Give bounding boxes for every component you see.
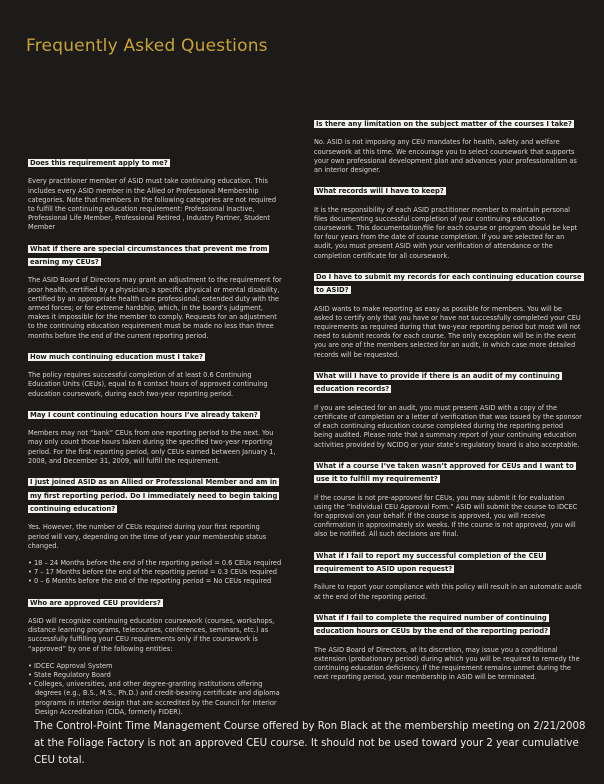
faq-answer: The ASID Board of Directors may grant an adjustment to the requirement for poor health, certified by a physician; a specific physical or mental disability, certified by an appropriate health care professional; extended duty with the armed forces; or for extreme hardship, which, in the board’s judgment, makes it impossible for the member to comply. Requests for an adjustment to the continuing education requirement must be made no less than three months before the end of the current reporting period. xyxy=(28,276,282,340)
faq-question: Who are approved CEU providers? xyxy=(30,598,161,607)
faq-answer: It is the responsibility of each ASID practitioner member to maintain personal files documenting successful completion of your continuing education coursework. This documentation/file for each course or program should be kept for four years from the date of course completion. If you are selected for an audit, you must present ASID with your verification of attendance or the completion certificate for all coursework. xyxy=(314,205,578,260)
faq-answer: If you are selected for an audit, you must present ASID with a copy of the certificate of completion or a letter of verification that was issued by the sponsor of each continuing education course completed during the reporting period being audited. Please note that a summary report of your continuing education activities provided by NCIDQ or your state’s regulatory board is also acceptable. xyxy=(314,403,582,449)
left-column xyxy=(28,155,282,725)
faq-answer: If the course is not pre-approved for CEUs, you may submit it for evaluation using the “Individual CEU Approval Form.” ASID will submit the course to IDCEC for approval on your behalf. If the course is approved, you will receive confirmation in approximately six weeks. If the course is not approved, you will also be notified. All such decisions are final. xyxy=(314,493,578,539)
faq-question: What if I fail to report my successful completion of the CEU requirement to ASID upon request? xyxy=(316,551,544,573)
page-title: Frequently Asked Questions xyxy=(26,36,268,56)
faq-question: What if a course I’ve taken wasn’t approved for CEUs and I want to use it to fulfill my requirement? xyxy=(316,461,574,484)
faq-answer: Yes. However, the number of CEUs required during your first reporting period will vary, depending on the time of year your membership status changed. xyxy=(28,523,267,550)
list-item: • State Regulatory Board xyxy=(28,670,111,679)
faq-answer: The ASID Board of Directors, at its discretion, may issue you a conditional extension (probationary period) during which you will be required to remedy the continuing education deficiency. If the requirement remains unmet during the next reporting period, your membership in ASID will be terminated. xyxy=(314,645,580,682)
faq-answer: No. ASID is not imposing any CEU mandates for health, safety and welfare coursework at this time. We encourage you to select coursework that supports your own professional development plan and advances your professionalism as an interior designer. xyxy=(314,138,577,175)
faq-question: How much continuing education must I take? xyxy=(30,352,203,361)
faq-question: Do I have to submit my records for each continuing education course to ASID? xyxy=(316,272,582,295)
list-item: • 7 – 17 Months before the end of the reporting period = 0.3 CEUs required xyxy=(28,568,277,577)
faq-question: I just joined ASID as an Allied or Professional Member and am in my first reporting period. Do I immediately need to begin taking continuing education? xyxy=(30,478,278,513)
faq-question: What will I have to provide if there is an audit of my continuing education records? xyxy=(316,371,560,394)
list-item: • Colleges, universities, and other degree-granting institutions offering degrees (e.g., B.S., M.S., Ph.D.) and credit-bearing certificate and diploma programs in interior design that are accredited by the Council for Interior Design Accreditation (CIDA, formerly FIDER). xyxy=(28,680,280,716)
faq-question: May I count continuing education hours I’ve already taken? xyxy=(30,410,258,419)
footer-notice: The Control-Point Time Management Course offered by Ron Black at the membership meeting on 2/21/2008 at the Foliage Factory is not an approved CEU course. It should not be used toward your 2 year cumulative CEU total. xyxy=(34,721,586,766)
faq-question: Is there any limitation on the subject matter of the courses I take? xyxy=(316,120,572,128)
ceu-schedule-list xyxy=(28,559,282,587)
faq-answer: Failure to report your compliance with this policy will result in an automatic audit at the end of the reporting period. xyxy=(314,583,582,601)
faq-question: Does this requirement apply to me? xyxy=(30,159,168,167)
right-column xyxy=(314,116,582,690)
faq-answer: Members may not “bank” CEUs from one reporting period to the next. You may only count those hours taken during the specified two-year reporting period. For the first reporting period, only CEUs earned between January 1, 2008, and December 31, 2009, will fulfill the requirement. xyxy=(28,429,276,465)
faq-answer: Every practitioner member of ASID must take continuing education. This includes every ASID member in the Allied or Professional Membership categories. Note that members in the following categories are not required to fulfill the continuing education requirement: Professional Inactive, Professional Life Member, Professional Retired , Industry Partner, Student Member xyxy=(28,177,277,232)
faq-answer: The policy requires successful completion of at least 0.6 Continuing Education Units (CEUs), equal to 6 contact hours of approved continuing education coursework, during each two-year reporting period. xyxy=(28,371,268,398)
faq-question: What if there are special circumstances that prevent me from earning my CEUs? xyxy=(30,244,268,267)
list-item: • 18 – 24 Months before the end of the reporting period = 0.6 CEUs required xyxy=(28,558,282,567)
list-item: • 0 – 6 Months before the end of the reporting period = No CEUs required xyxy=(28,577,272,586)
faq-question: What if I fail to complete the required number of continuing education hours or CEUs by the end of the reporting period? xyxy=(316,613,549,636)
approved-providers-list xyxy=(28,662,282,717)
faq-answer: ASID wants to make reporting as easy as possible for members. You will be asked to certify only that you have or have not successfully completed your CEU requirements as required during that two-year reporting period but most will not need to submit records for each course. The only exception will be in the event you are one of the members selected for an audit, in which case more detailed records will be requested. xyxy=(314,304,581,359)
faq-question: What records will I have to keep? xyxy=(316,187,444,196)
faq-answer: ASID will recognize continuing education coursework (courses, workshops, distance learning programs, telecourses, conferences, seminars, etc.) as successfully fulfilling your CEU requirements only if the coursework is “approved” by one of the following entities: xyxy=(28,616,275,653)
list-item: • IDCEC Approval System xyxy=(28,661,113,670)
